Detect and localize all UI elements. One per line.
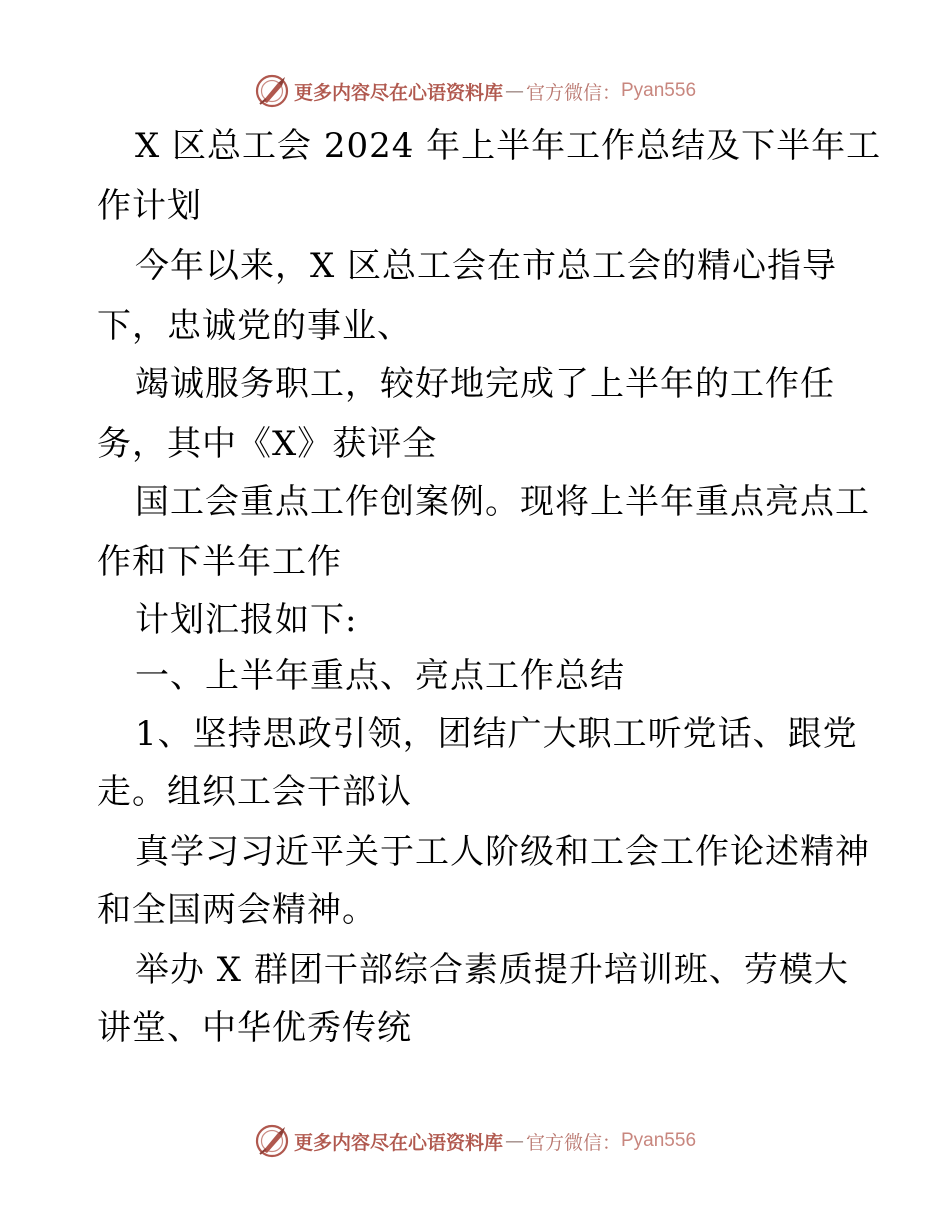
paragraph-line: 计划汇报如下: <box>135 600 358 640</box>
paragraph-line: 下，忠诚党的事业、 <box>97 306 412 346</box>
paragraph-line: 举办 X 群团干部综合素质提升培训班、劳模大 <box>135 950 849 990</box>
title-line-1: X 区总工会 2024 年上半年工作总结及下半年工 <box>135 126 882 166</box>
paragraph-line: 国工会重点工作创案例。现将上半年重点亮点工 <box>135 482 870 522</box>
paragraph-line: 竭诚服务职工，较好地完成了上半年的工作任 <box>135 364 835 404</box>
title-line-2: 作计划 <box>97 186 202 226</box>
section-heading: 一、上半年重点、亮点工作总结 <box>135 656 625 696</box>
quill-pen-logo-icon <box>254 73 290 109</box>
watermark-wechat-id: Pyan556 <box>621 1130 697 1151</box>
watermark-brand-text: 更多内容尽在心语资料库 <box>293 1131 503 1154</box>
paragraph-line: 讲堂、中华优秀传统 <box>97 1008 412 1048</box>
quill-pen-logo-icon <box>254 1123 290 1159</box>
paragraph-line: 今年以来，X 区总工会在市总工会的精心指导 <box>135 246 838 286</box>
watermark-brand-text: 更多内容尽在心语资料库 <box>293 81 503 104</box>
watermark-dash: — <box>504 1130 524 1152</box>
footer-watermark <box>0 1121 950 1161</box>
paragraph-line: 和全国两会精神。 <box>97 890 377 930</box>
paragraph-line: 1、坚持思政引领，团结广大职工听党话、跟党 <box>135 714 858 754</box>
watermark-dash: — <box>504 80 524 102</box>
watermark-wechat-label: 官方微信： <box>525 1131 621 1154</box>
paragraph-line: 走。组织工会干部认 <box>97 772 412 812</box>
paragraph-line: 务，其中《X》获评全 <box>97 424 438 464</box>
paragraph-line: 真学习习近平关于工人阶级和工会工作论述精神 <box>135 832 870 872</box>
header-watermark <box>0 71 950 111</box>
watermark-wechat-label: 官方微信： <box>525 81 621 104</box>
watermark-wechat-id: Pyan556 <box>621 80 697 101</box>
paragraph-line: 作和下半年工作 <box>97 542 342 582</box>
